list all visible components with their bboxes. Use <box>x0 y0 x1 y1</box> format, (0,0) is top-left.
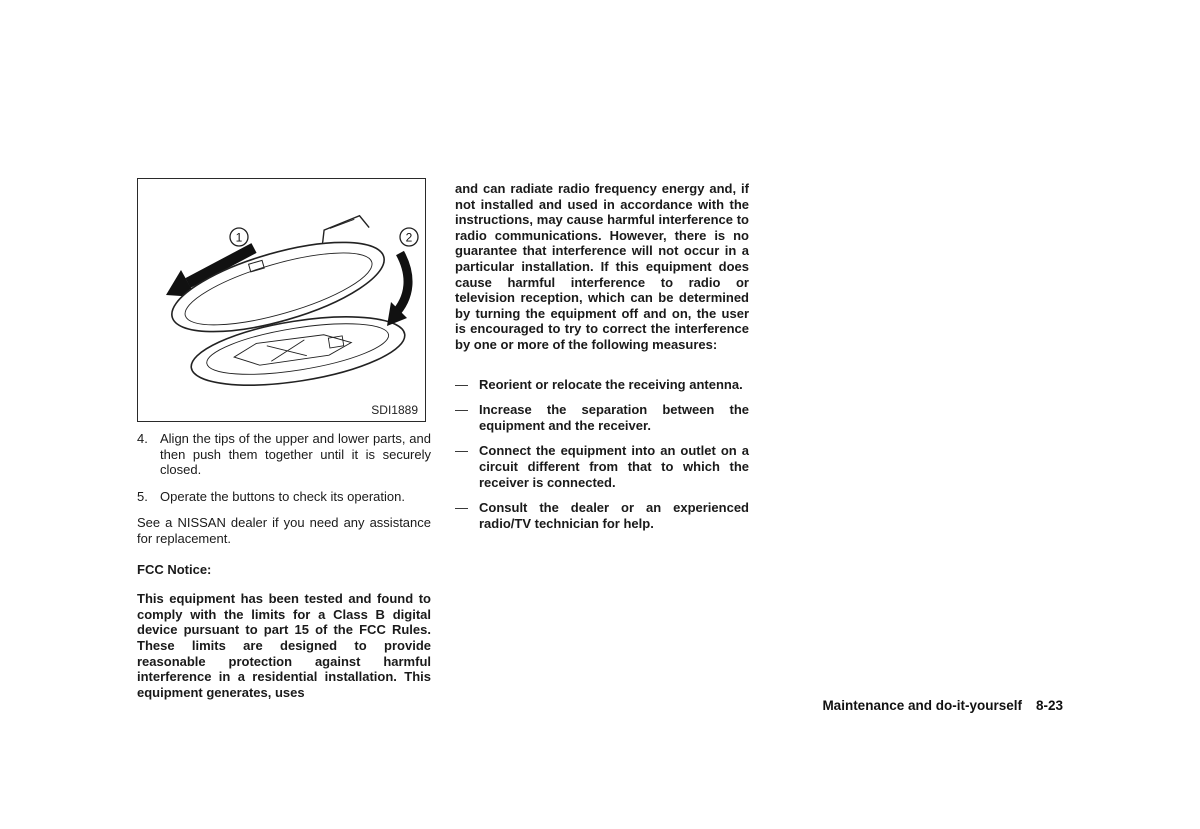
measure-text: Increase the separation between the equipment and the receiver. <box>479 402 749 433</box>
fcc-paragraph: This equipment has been tested and found to comply with the limits for a Class B digital device pursuant to part 15 of the FCC Rules. These limits are designed to provide reasonable protection against harmful interference in a residential installation. This equipment generates, uses <box>137 591 431 700</box>
measure-text: Consult the dealer or an experienced radio/TV technician for help. <box>479 500 749 531</box>
figure-box <box>137 178 426 422</box>
fcc-notice-heading: FCC Notice: <box>137 561 212 577</box>
measure-item <box>455 500 749 531</box>
dash-bullet: — <box>455 500 468 516</box>
list-item-text: Operate the buttons to check its operation. <box>160 488 405 504</box>
callout-1 <box>230 228 248 246</box>
dealer-paragraph: See a NISSAN dealer if you need any assistance for replacement. <box>137 515 431 546</box>
measure-item <box>455 377 749 393</box>
right-column <box>455 181 749 541</box>
svg-text:2: 2 <box>405 230 413 245</box>
list-item-text: Align the tips of the upper and lower parts, and then push them together until it is securely closed. <box>160 431 431 478</box>
list-item-5 <box>137 489 431 505</box>
list-item-number: 5. <box>137 488 148 504</box>
page-footer <box>822 698 1063 713</box>
list-item-number: 4. <box>137 431 148 446</box>
footer-page-number: 8-23 <box>1035 698 1063 713</box>
dash-bullet: — <box>455 376 468 392</box>
dash-bullet: — <box>455 402 468 418</box>
dash-bullet: — <box>455 443 468 459</box>
keyfob-illustration <box>138 179 425 421</box>
svg-text:1: 1 <box>235 230 243 245</box>
footer-section-title: Maintenance and do-it-yourself <box>822 698 1022 713</box>
measure-text: Reorient or relocate the receiving antenna. <box>479 376 743 392</box>
measure-text: Connect the equipment into an outlet on a circuit different from that to which the receiver is connected. <box>479 443 749 490</box>
measure-item <box>455 443 749 490</box>
list-item-4 <box>137 431 431 478</box>
arrow-2-icon <box>387 253 408 326</box>
figure-code: SDI1889 <box>371 403 418 417</box>
left-column <box>137 431 431 711</box>
fcc-paragraph-continued: and can radiate radio frequency energy and, if not installed and used in accordance with the instructions, may cause harmful interference to radio communications. However, there is no guarantee that interference will not occur in a particular installation. If this equipment does cause harmful interference to radio or television reception, which can be determined by turning the equipment off and on, the user is encouraged to try to correct the interference by one or more of the following measures: <box>455 181 749 352</box>
callout-2 <box>400 228 418 246</box>
measure-item <box>455 402 749 433</box>
